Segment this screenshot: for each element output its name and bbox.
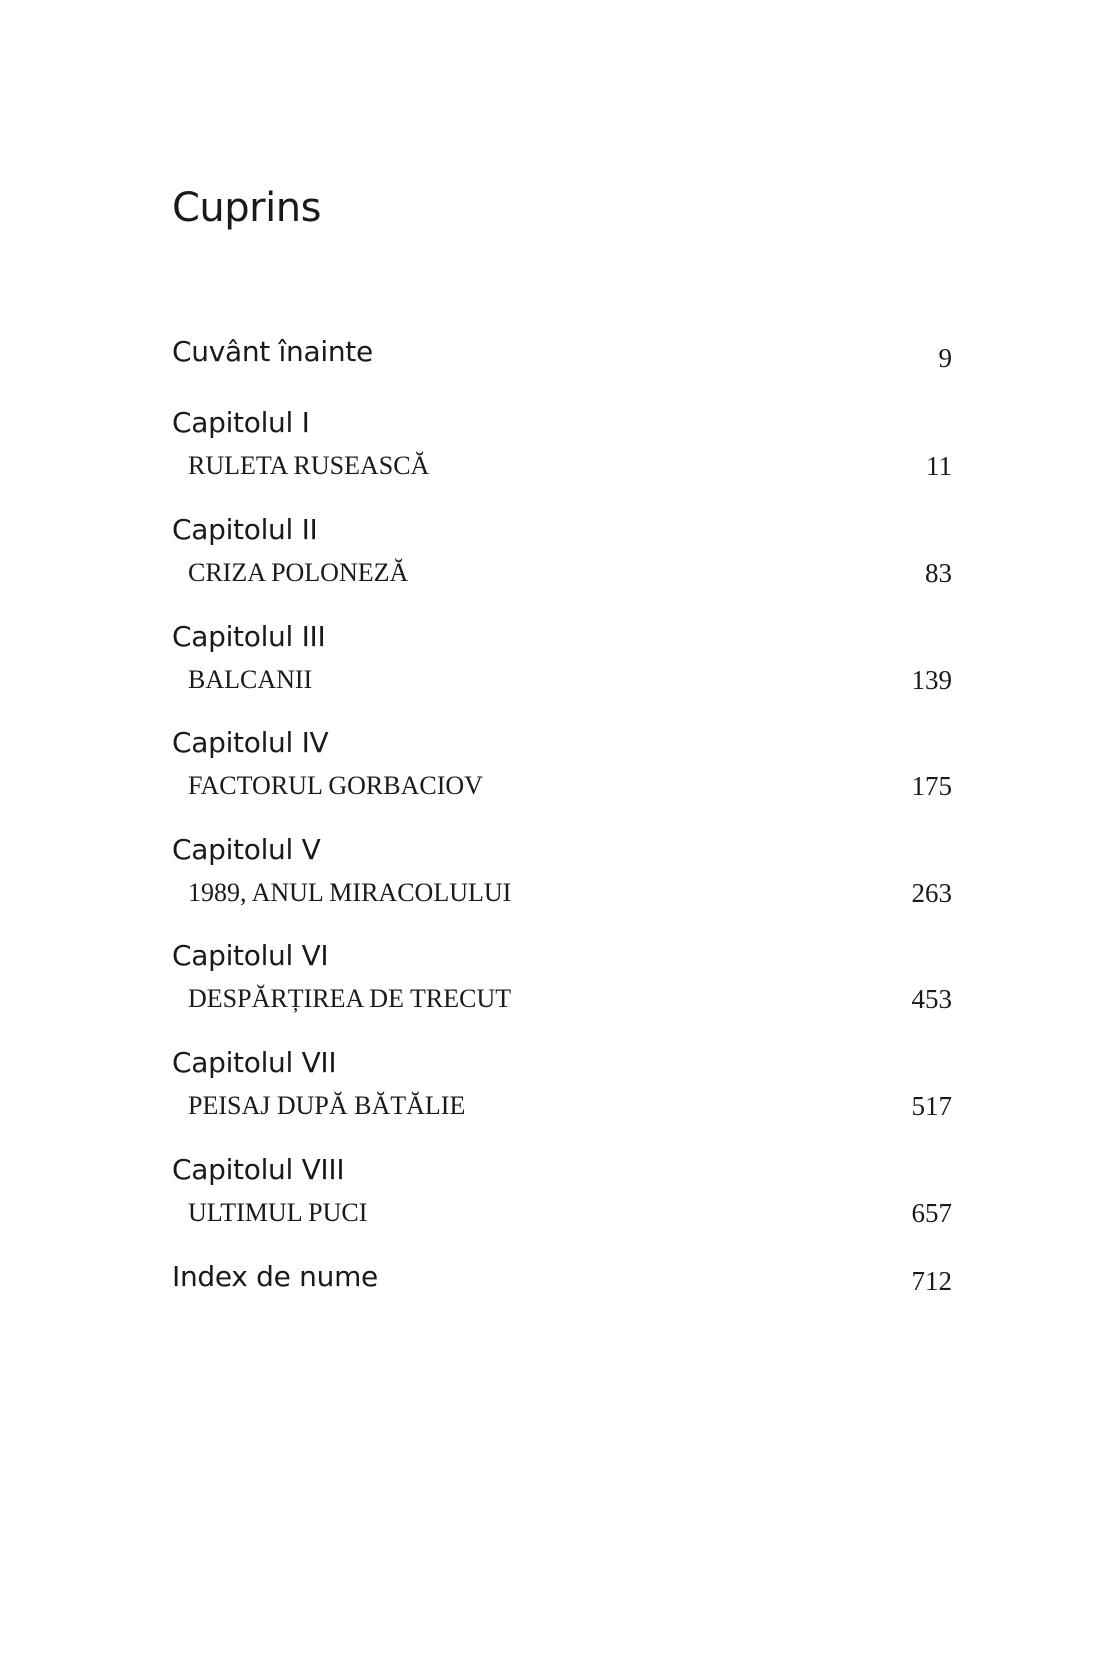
toc-entry-page-number: 175 xyxy=(911,771,952,801)
toc-entry-page-number: 453 xyxy=(911,984,952,1014)
toc-entry-heading: Capitolul V xyxy=(172,833,321,866)
toc-entry-subtitle: FACTORUL GORBACIOV xyxy=(188,771,483,800)
toc-entry-page-number: 712 xyxy=(911,1266,952,1296)
toc-entry-heading: Capitolul IV xyxy=(172,726,329,759)
toc-entry-heading: Index de nume xyxy=(172,1260,378,1293)
toc-entry-heading: Capitolul I xyxy=(172,406,310,439)
page-title: Cuprins xyxy=(172,185,321,231)
toc-entry-page-number: 11 xyxy=(926,451,952,481)
toc-entry-heading: Cuvânt înainte xyxy=(172,335,373,368)
toc-entry-subtitle: 1989, ANUL MIRACOLULUI xyxy=(188,878,512,907)
toc-entry-subtitle: ULTIMUL PUCI xyxy=(188,1198,368,1227)
toc-entry-page-number: 517 xyxy=(911,1091,952,1121)
toc-entry-page-number: 657 xyxy=(911,1198,952,1228)
toc-entry-subtitle: RULETA RUSEASCĂ xyxy=(188,451,430,480)
toc-entry-page-number: 83 xyxy=(925,558,952,588)
toc-entry-heading: Capitolul II xyxy=(172,513,318,546)
toc-entry-heading: Capitolul III xyxy=(172,620,326,653)
toc-entry-subtitle: CRIZA POLONEZĂ xyxy=(188,558,409,587)
toc-entry-subtitle: BALCANII xyxy=(188,665,313,694)
toc-entry-page-number: 9 xyxy=(938,343,952,373)
toc-entry-page-number: 139 xyxy=(911,665,952,695)
toc-entry-subtitle: PEISAJ DUPĂ BĂTĂLIE xyxy=(188,1091,466,1120)
toc-entry-heading: Capitolul VIII xyxy=(172,1153,345,1186)
toc-entry-page-number: 263 xyxy=(911,878,952,908)
toc-entry-heading: Capitolul VII xyxy=(172,1046,337,1079)
toc-entry-heading: Capitolul VI xyxy=(172,939,329,972)
toc-entry-subtitle: DESPĂRȚIREA DE TRECUT xyxy=(188,984,512,1013)
